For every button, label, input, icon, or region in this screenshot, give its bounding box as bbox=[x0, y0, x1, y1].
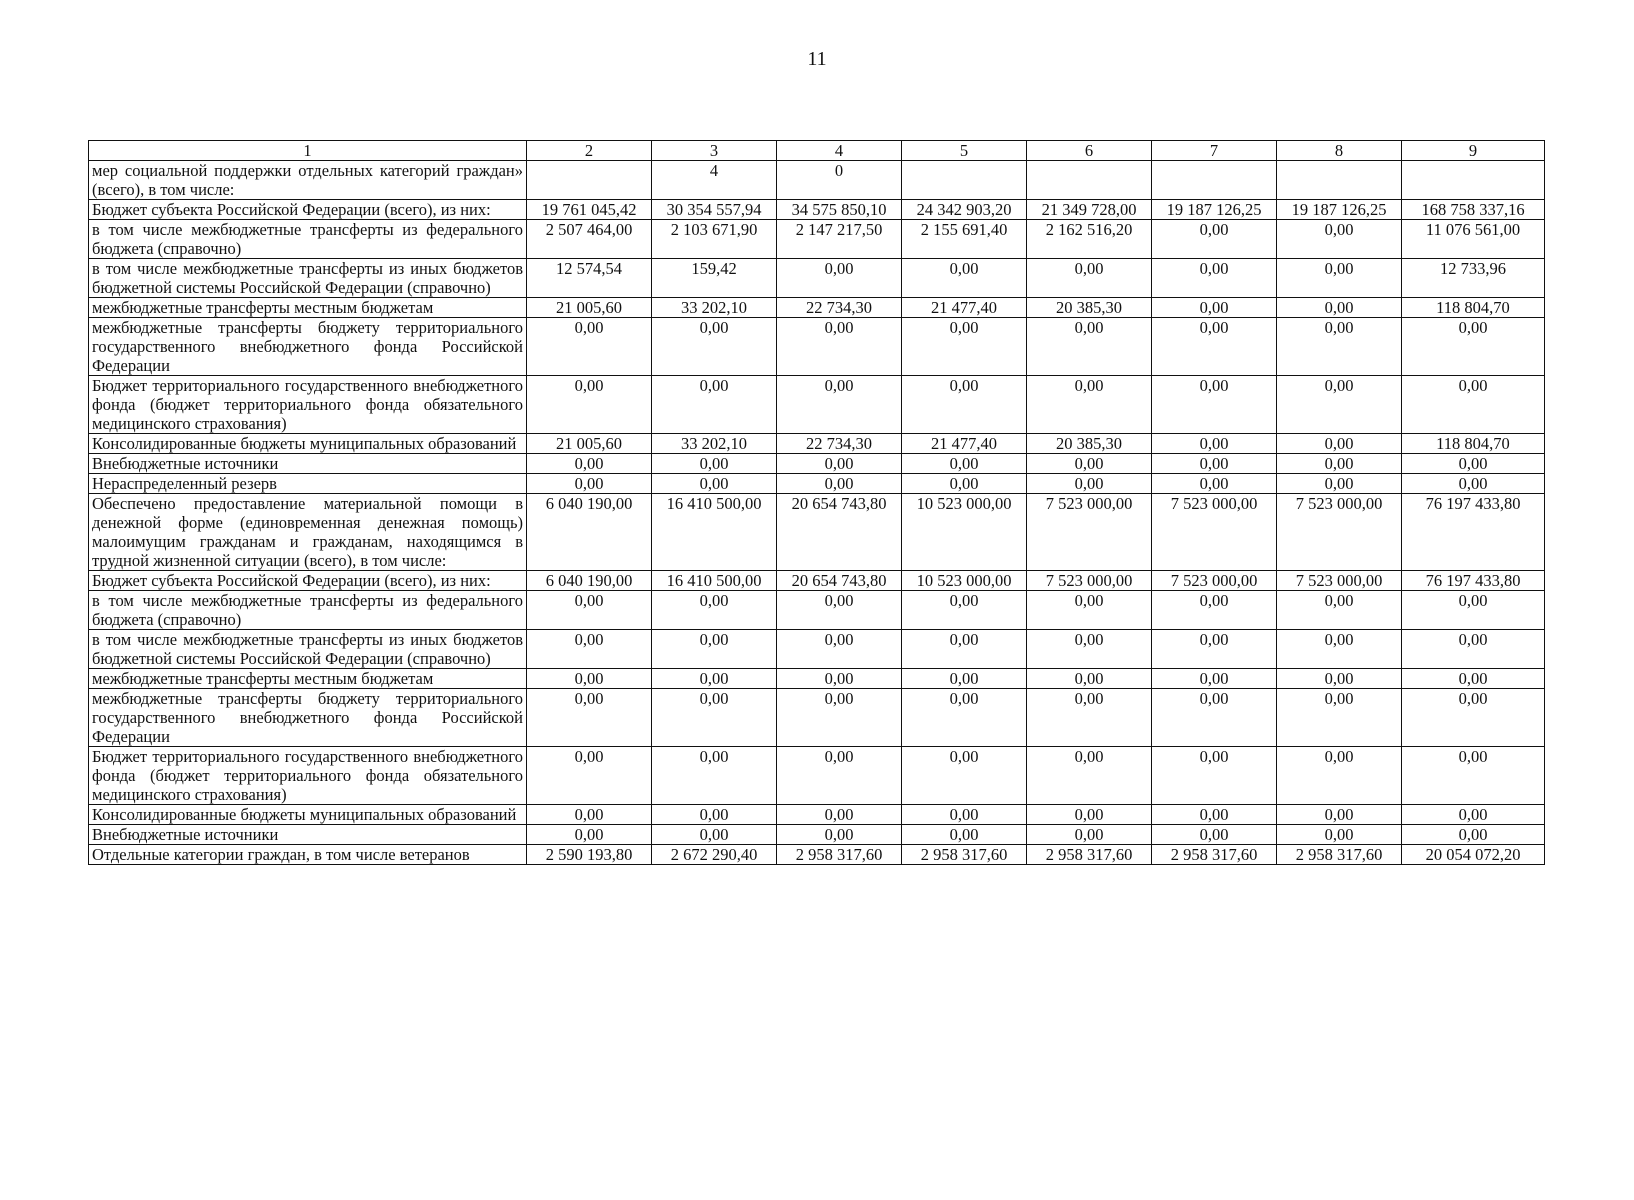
row-label: Бюджет территориального государственного внебюджетного фонда (бюджет территориального фонда обязательного медицинского страхования) bbox=[89, 376, 527, 434]
value-cell: 0,00 bbox=[1277, 298, 1402, 318]
value-cell: 30 354 557,94 bbox=[652, 200, 777, 220]
value-cell: 22 734,30 bbox=[777, 434, 902, 454]
value-cell: 0,00 bbox=[1152, 454, 1277, 474]
value-cell: 0,00 bbox=[1277, 689, 1402, 747]
value-cell: 0,00 bbox=[527, 669, 652, 689]
table-row bbox=[89, 454, 1545, 474]
value-cell: 2 147 217,50 bbox=[777, 220, 902, 259]
value-cell: 0,00 bbox=[652, 318, 777, 376]
value-cell: 20 654 743,80 bbox=[777, 571, 902, 591]
value-cell: 0,00 bbox=[777, 630, 902, 669]
value-cell: 0,00 bbox=[902, 669, 1027, 689]
value-cell: 0,00 bbox=[1402, 689, 1545, 747]
value-cell: 0,00 bbox=[1402, 318, 1545, 376]
value-cell: 21 477,40 bbox=[902, 298, 1027, 318]
value-cell: 0,00 bbox=[1027, 747, 1152, 805]
table-row bbox=[89, 161, 1545, 200]
value-cell: 0,00 bbox=[1152, 298, 1277, 318]
value-cell: 24 342 903,20 bbox=[902, 200, 1027, 220]
value-cell: 0,00 bbox=[1027, 259, 1152, 298]
value-cell: 0,00 bbox=[1402, 747, 1545, 805]
value-cell: 0,00 bbox=[652, 825, 777, 845]
table-row bbox=[89, 434, 1545, 454]
value-cell bbox=[1027, 161, 1152, 200]
value-cell: 0,00 bbox=[1277, 376, 1402, 434]
value-cell: 0,00 bbox=[1277, 825, 1402, 845]
row-label: межбюджетные трансферты местным бюджетам bbox=[89, 669, 527, 689]
value-cell: 2 162 516,20 bbox=[1027, 220, 1152, 259]
value-cell: 12 733,96 bbox=[1402, 259, 1545, 298]
row-label: Внебюджетные источники bbox=[89, 825, 527, 845]
value-cell: 19 187 126,25 bbox=[1277, 200, 1402, 220]
value-cell: 0,00 bbox=[527, 747, 652, 805]
value-cell bbox=[527, 161, 652, 200]
value-cell: 0,00 bbox=[527, 376, 652, 434]
row-label: мер социальной поддержки отдельных категорий граждан» (всего), в том числе: bbox=[89, 161, 527, 200]
value-cell: 21 005,60 bbox=[527, 298, 652, 318]
value-cell: 0,00 bbox=[777, 376, 902, 434]
column-header-5: 5 bbox=[902, 141, 1027, 161]
table-row bbox=[89, 259, 1545, 298]
value-cell: 7 523 000,00 bbox=[1152, 494, 1277, 571]
value-cell: 0,00 bbox=[902, 259, 1027, 298]
value-cell: 0,00 bbox=[1152, 689, 1277, 747]
row-label: в том числе межбюджетные трансферты из иных бюджетов бюджетной системы Российской Федерации (справочно) bbox=[89, 259, 527, 298]
column-header-9: 9 bbox=[1402, 141, 1545, 161]
value-cell: 0,00 bbox=[902, 591, 1027, 630]
budget-table bbox=[88, 140, 1545, 865]
value-cell: 0,00 bbox=[1152, 259, 1277, 298]
value-cell: 0,00 bbox=[777, 259, 902, 298]
value-cell: 0,00 bbox=[1152, 591, 1277, 630]
value-cell: 33 202,10 bbox=[652, 298, 777, 318]
value-cell: 0,00 bbox=[1152, 805, 1277, 825]
value-cell: 12 574,54 bbox=[527, 259, 652, 298]
value-cell: 0,00 bbox=[1277, 318, 1402, 376]
value-cell bbox=[1277, 161, 1402, 200]
value-cell: 2 672 290,40 bbox=[652, 845, 777, 865]
row-label: Консолидированные бюджеты муниципальных образований bbox=[89, 805, 527, 825]
value-cell: 159,42 bbox=[652, 259, 777, 298]
value-cell: 0,00 bbox=[1277, 669, 1402, 689]
value-cell: 0,00 bbox=[902, 805, 1027, 825]
value-cell: 0,00 bbox=[1027, 376, 1152, 434]
value-cell: 4 bbox=[652, 161, 777, 200]
value-cell: 0,00 bbox=[777, 747, 902, 805]
table-row bbox=[89, 591, 1545, 630]
row-label: межбюджетные трансферты бюджету территориального государственного внебюджетного фонда Российской Федерации bbox=[89, 318, 527, 376]
table-row bbox=[89, 689, 1545, 747]
column-header-7: 7 bbox=[1152, 141, 1277, 161]
row-label: в том числе межбюджетные трансферты из федерального бюджета (справочно) bbox=[89, 220, 527, 259]
value-cell: 7 523 000,00 bbox=[1152, 571, 1277, 591]
table-row bbox=[89, 747, 1545, 805]
header-row bbox=[89, 141, 1545, 161]
value-cell: 0,00 bbox=[777, 805, 902, 825]
value-cell: 0,00 bbox=[1027, 689, 1152, 747]
value-cell: 0,00 bbox=[652, 591, 777, 630]
column-header-2: 2 bbox=[527, 141, 652, 161]
value-cell: 21 477,40 bbox=[902, 434, 1027, 454]
value-cell: 0,00 bbox=[902, 376, 1027, 434]
value-cell: 0,00 bbox=[527, 805, 652, 825]
table-row bbox=[89, 318, 1545, 376]
value-cell: 0,00 bbox=[527, 318, 652, 376]
value-cell: 0,00 bbox=[1152, 434, 1277, 454]
value-cell: 0,00 bbox=[1027, 825, 1152, 845]
value-cell: 19 187 126,25 bbox=[1152, 200, 1277, 220]
value-cell: 0,00 bbox=[777, 825, 902, 845]
value-cell: 0,00 bbox=[1027, 630, 1152, 669]
value-cell: 0,00 bbox=[1277, 474, 1402, 494]
value-cell: 0,00 bbox=[652, 669, 777, 689]
value-cell: 0,00 bbox=[527, 825, 652, 845]
value-cell: 0,00 bbox=[1152, 825, 1277, 845]
value-cell: 0,00 bbox=[1277, 434, 1402, 454]
value-cell: 118 804,70 bbox=[1402, 298, 1545, 318]
value-cell bbox=[1402, 161, 1545, 200]
row-label: межбюджетные трансферты местным бюджетам bbox=[89, 298, 527, 318]
value-cell: 76 197 433,80 bbox=[1402, 494, 1545, 571]
column-header-3: 3 bbox=[652, 141, 777, 161]
value-cell: 2 590 193,80 bbox=[527, 845, 652, 865]
row-label: Консолидированные бюджеты муниципальных образований bbox=[89, 434, 527, 454]
value-cell: 34 575 850,10 bbox=[777, 200, 902, 220]
table-body bbox=[89, 161, 1545, 865]
column-header-8: 8 bbox=[1277, 141, 1402, 161]
value-cell: 0,00 bbox=[1277, 630, 1402, 669]
page-number: 11 bbox=[807, 48, 827, 70]
value-cell: 33 202,10 bbox=[652, 434, 777, 454]
value-cell: 2 155 691,40 bbox=[902, 220, 1027, 259]
value-cell: 10 523 000,00 bbox=[902, 571, 1027, 591]
value-cell: 22 734,30 bbox=[777, 298, 902, 318]
value-cell: 19 761 045,42 bbox=[527, 200, 652, 220]
value-cell: 0,00 bbox=[527, 474, 652, 494]
value-cell: 2 958 317,60 bbox=[777, 845, 902, 865]
value-cell: 20 385,30 bbox=[1027, 298, 1152, 318]
value-cell: 0,00 bbox=[1402, 630, 1545, 669]
value-cell: 0,00 bbox=[1027, 474, 1152, 494]
value-cell: 0,00 bbox=[652, 376, 777, 434]
row-label: Бюджет территориального государственного внебюджетного фонда (бюджет территориального фонда обязательного медицинского страхования) bbox=[89, 747, 527, 805]
value-cell: 0,00 bbox=[652, 805, 777, 825]
table-row bbox=[89, 220, 1545, 259]
value-cell: 0,00 bbox=[902, 689, 1027, 747]
value-cell: 0 bbox=[777, 161, 902, 200]
value-cell: 0,00 bbox=[1152, 669, 1277, 689]
value-cell: 21 005,60 bbox=[527, 434, 652, 454]
table-row bbox=[89, 845, 1545, 865]
value-cell: 16 410 500,00 bbox=[652, 494, 777, 571]
value-cell: 0,00 bbox=[777, 591, 902, 630]
row-label: Бюджет субъекта Российской Федерации (всего), из них: bbox=[89, 200, 527, 220]
row-label: в том числе межбюджетные трансферты из федерального бюджета (справочно) bbox=[89, 591, 527, 630]
table-row bbox=[89, 494, 1545, 571]
value-cell: 7 523 000,00 bbox=[1027, 494, 1152, 571]
value-cell: 0,00 bbox=[1027, 669, 1152, 689]
value-cell: 0,00 bbox=[1277, 220, 1402, 259]
value-cell: 10 523 000,00 bbox=[902, 494, 1027, 571]
value-cell: 20 385,30 bbox=[1027, 434, 1152, 454]
value-cell: 168 758 337,16 bbox=[1402, 200, 1545, 220]
value-cell: 118 804,70 bbox=[1402, 434, 1545, 454]
value-cell: 0,00 bbox=[652, 454, 777, 474]
value-cell: 21 349 728,00 bbox=[1027, 200, 1152, 220]
value-cell: 6 040 190,00 bbox=[527, 571, 652, 591]
table-row bbox=[89, 630, 1545, 669]
value-cell: 0,00 bbox=[1402, 805, 1545, 825]
value-cell: 0,00 bbox=[1277, 259, 1402, 298]
value-cell: 0,00 bbox=[527, 591, 652, 630]
value-cell: 11 076 561,00 bbox=[1402, 220, 1545, 259]
value-cell: 0,00 bbox=[902, 825, 1027, 845]
value-cell: 0,00 bbox=[902, 747, 1027, 805]
value-cell: 0,00 bbox=[1402, 474, 1545, 494]
column-header-6: 6 bbox=[1027, 141, 1152, 161]
row-label: Бюджет субъекта Российской Федерации (всего), из них: bbox=[89, 571, 527, 591]
value-cell: 0,00 bbox=[527, 454, 652, 474]
value-cell: 0,00 bbox=[777, 318, 902, 376]
column-header-1: 1 bbox=[89, 141, 527, 161]
value-cell: 0,00 bbox=[652, 474, 777, 494]
value-cell: 0,00 bbox=[1402, 454, 1545, 474]
value-cell: 0,00 bbox=[652, 689, 777, 747]
value-cell: 0,00 bbox=[1402, 825, 1545, 845]
value-cell: 2 507 464,00 bbox=[527, 220, 652, 259]
value-cell: 0,00 bbox=[527, 689, 652, 747]
value-cell: 0,00 bbox=[1152, 318, 1277, 376]
value-cell: 0,00 bbox=[777, 454, 902, 474]
value-cell: 0,00 bbox=[902, 474, 1027, 494]
row-label: Нераспределенный резерв bbox=[89, 474, 527, 494]
value-cell: 0,00 bbox=[1402, 669, 1545, 689]
value-cell: 0,00 bbox=[1027, 318, 1152, 376]
row-label: Внебюджетные источники bbox=[89, 454, 527, 474]
value-cell: 0,00 bbox=[1152, 376, 1277, 434]
value-cell: 20 054 072,20 bbox=[1402, 845, 1545, 865]
value-cell: 0,00 bbox=[1152, 474, 1277, 494]
table-row bbox=[89, 474, 1545, 494]
value-cell: 0,00 bbox=[1277, 747, 1402, 805]
value-cell: 0,00 bbox=[902, 318, 1027, 376]
table-row bbox=[89, 200, 1545, 220]
value-cell: 0,00 bbox=[652, 747, 777, 805]
value-cell: 2 958 317,60 bbox=[902, 845, 1027, 865]
value-cell: 2 958 317,60 bbox=[1027, 845, 1152, 865]
row-label: межбюджетные трансферты бюджету территориального государственного внебюджетного фонда Российской Федерации bbox=[89, 689, 527, 747]
value-cell: 0,00 bbox=[902, 454, 1027, 474]
value-cell bbox=[1152, 161, 1277, 200]
value-cell: 7 523 000,00 bbox=[1277, 571, 1402, 591]
value-cell: 16 410 500,00 bbox=[652, 571, 777, 591]
value-cell: 0,00 bbox=[1027, 454, 1152, 474]
table-row bbox=[89, 669, 1545, 689]
value-cell: 0,00 bbox=[527, 630, 652, 669]
value-cell: 2 958 317,60 bbox=[1277, 845, 1402, 865]
value-cell: 0,00 bbox=[777, 474, 902, 494]
value-cell: 0,00 bbox=[1152, 630, 1277, 669]
value-cell: 6 040 190,00 bbox=[527, 494, 652, 571]
value-cell: 0,00 bbox=[1027, 591, 1152, 630]
value-cell: 7 523 000,00 bbox=[1277, 494, 1402, 571]
row-label: Обеспечено предоставление материальной помощи в денежной форме (единовременная денежная помощь) малоимущим гражданам и гражданам, находящимся в трудной жизненной ситуации (всего), в том числе: bbox=[89, 494, 527, 571]
value-cell bbox=[902, 161, 1027, 200]
value-cell: 76 197 433,80 bbox=[1402, 571, 1545, 591]
table-row bbox=[89, 376, 1545, 434]
value-cell: 20 654 743,80 bbox=[777, 494, 902, 571]
column-header-4: 4 bbox=[777, 141, 902, 161]
value-cell: 0,00 bbox=[1152, 747, 1277, 805]
value-cell: 7 523 000,00 bbox=[1027, 571, 1152, 591]
value-cell: 0,00 bbox=[1277, 805, 1402, 825]
value-cell: 0,00 bbox=[652, 630, 777, 669]
value-cell: 0,00 bbox=[1027, 805, 1152, 825]
value-cell: 0,00 bbox=[777, 669, 902, 689]
table-row bbox=[89, 298, 1545, 318]
value-cell: 0,00 bbox=[1152, 220, 1277, 259]
table-row bbox=[89, 805, 1545, 825]
value-cell: 0,00 bbox=[1277, 591, 1402, 630]
value-cell: 0,00 bbox=[1402, 376, 1545, 434]
table-row bbox=[89, 571, 1545, 591]
value-cell: 0,00 bbox=[777, 689, 902, 747]
value-cell: 0,00 bbox=[902, 630, 1027, 669]
value-cell: 0,00 bbox=[1277, 454, 1402, 474]
row-label: Отдельные категории граждан, в том числе ветеранов bbox=[89, 845, 527, 865]
value-cell: 2 958 317,60 bbox=[1152, 845, 1277, 865]
table-row bbox=[89, 825, 1545, 845]
row-label: в том числе межбюджетные трансферты из иных бюджетов бюджетной системы Российской Федерации (справочно) bbox=[89, 630, 527, 669]
value-cell: 0,00 bbox=[1402, 591, 1545, 630]
value-cell: 2 103 671,90 bbox=[652, 220, 777, 259]
